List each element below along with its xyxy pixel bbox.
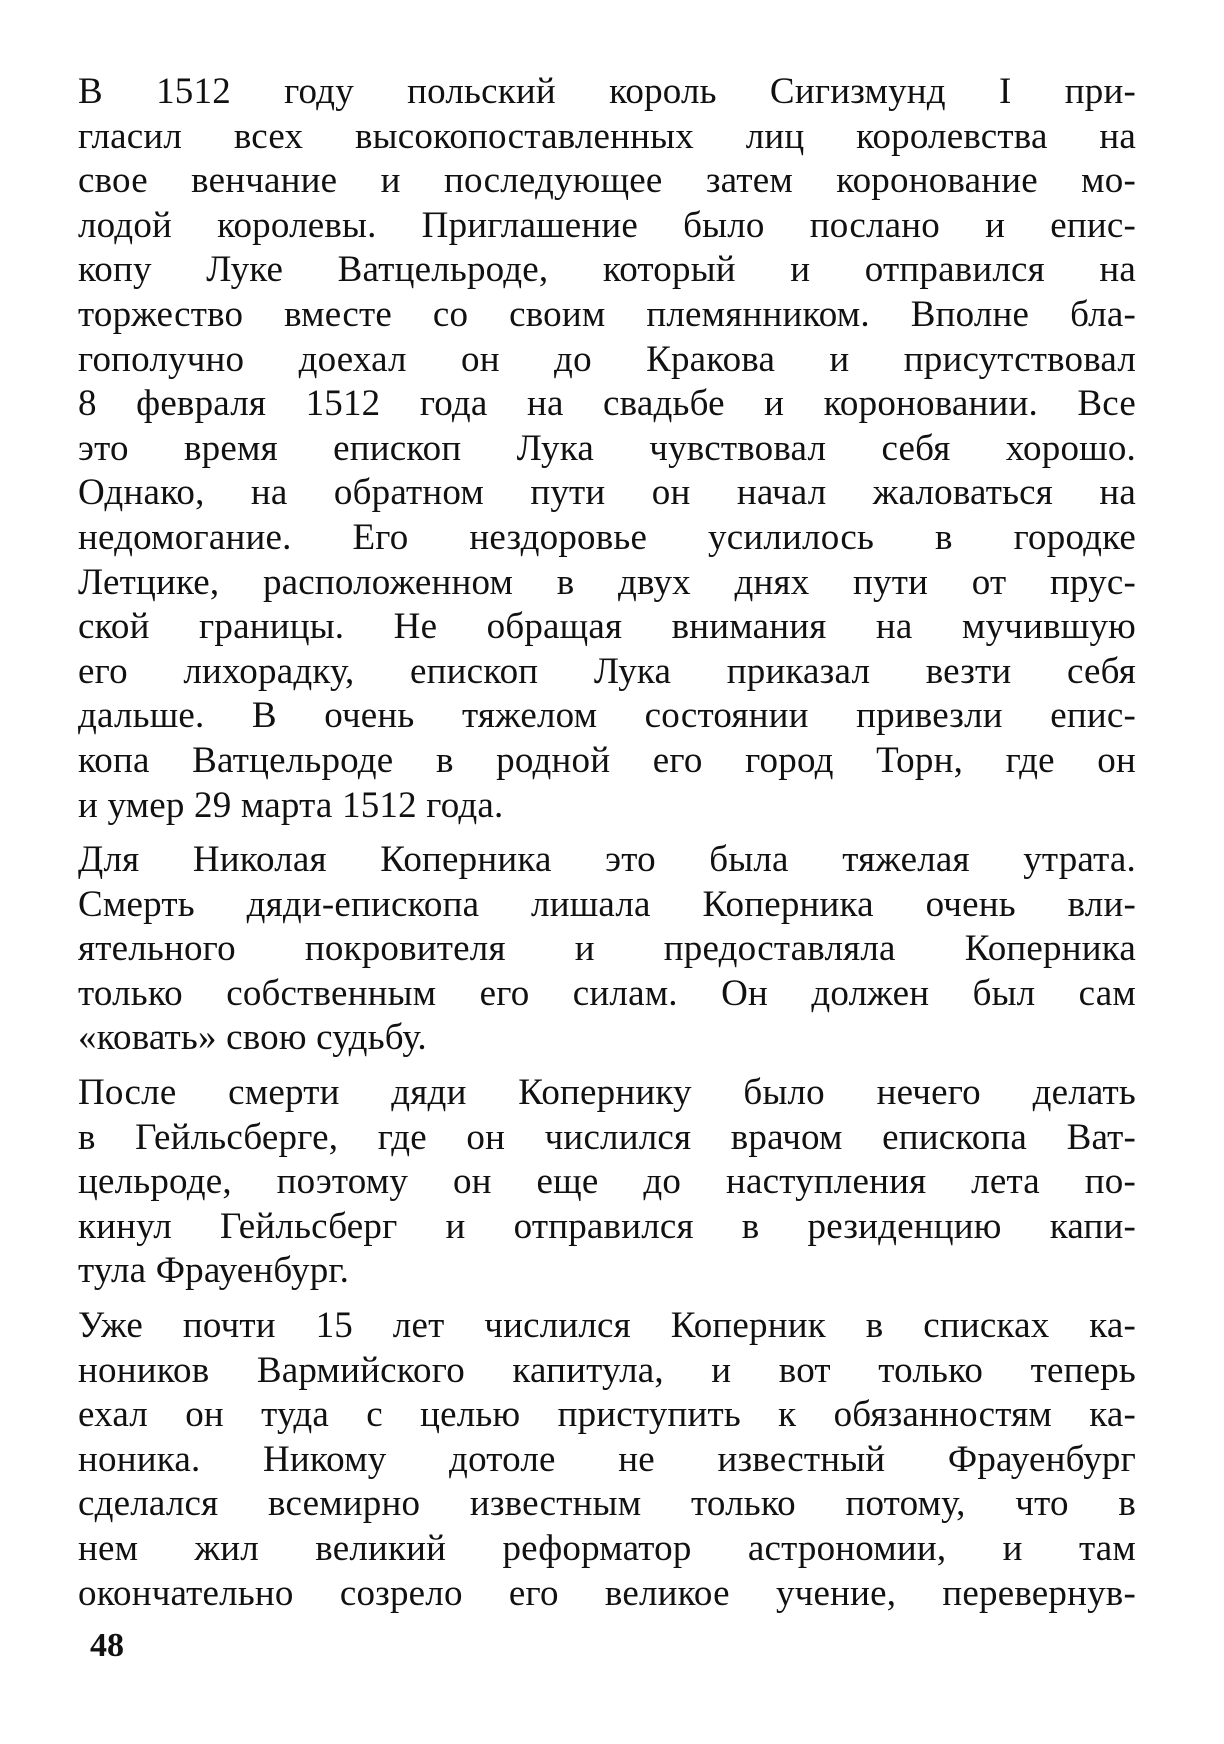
text-line: свое венчание и последующее затем коронование мо-	[78, 160, 1136, 202]
text-line: и умер 29 марта 1512 года.	[78, 784, 504, 826]
paragraph-1	[78, 70, 1136, 828]
text-line: это время епископ Лука чувствовал себя хорошо.	[78, 427, 1136, 469]
text-line: цельроде, поэтому он еще до наступления лета по-	[78, 1161, 1136, 1203]
text-line: Смерть дяди-епископа лишала Коперника очень вли-	[78, 883, 1136, 925]
text-line: нем жил великий реформатор астрономии, и там	[78, 1528, 1136, 1569]
text-line: его лихорадку, епископ Лука приказал везти себя	[78, 650, 1136, 692]
text-line: копа Ватцельроде в родной его город Торн, где он	[78, 739, 1136, 781]
text-line: дальше. В очень тяжелом состоянии привезли епис-	[78, 695, 1136, 737]
text-line: лодой королевы. Приглашение было послано и епис-	[78, 204, 1136, 246]
text-line: После смерти дяди Копернику было нечего делать	[78, 1072, 1136, 1114]
text-line: ноников Вармийского капитула, и вот только теперь	[78, 1349, 1136, 1391]
text-line: только собственным его силам. Он должен был сам	[78, 972, 1136, 1014]
text-line: Летцике, расположенном в двух днях пути от прус-	[78, 561, 1136, 603]
text-line: В 1512 году польский король Сигизмунд I при-	[78, 71, 1136, 112]
text-line: Для Николая Коперника это была тяжелая утрата.	[78, 839, 1136, 881]
paragraph-4	[78, 1304, 1136, 1616]
text-line: недомогание. Его нездоровье усилилось в городке	[78, 516, 1136, 558]
text-line: копу Луке Ватцельроде, который и отправился на	[78, 249, 1136, 291]
text-line: Однако, на обратном пути он начал жаловаться на	[78, 472, 1136, 514]
text-line: окончательно созрело его великое учение, перевернув-	[78, 1572, 1136, 1614]
text-line: 8 февраля 1512 года на свадьбе и короновании. Все	[78, 383, 1136, 425]
paragraph-3	[78, 1071, 1136, 1294]
text-line: сделался всемирно известным только потому, что в	[78, 1483, 1136, 1525]
text-line: гополучно доехал он до Кракова и присутствовал	[78, 338, 1136, 380]
text-line: ятельного покровителя и предоставляла Коперника	[78, 928, 1136, 970]
page-number: 48	[90, 1627, 124, 1664]
text-line: ноника. Никому дотоле не известный Фрауенбург	[78, 1438, 1136, 1480]
text-line: ехал он туда с целью приступить к обязанностям ка-	[78, 1394, 1136, 1436]
text-line: Уже почти 15 лет числился Коперник в списках ка-	[78, 1305, 1136, 1347]
text-line: тула Фрауенбург.	[78, 1250, 350, 1292]
text-line: гласил всех высокопоставленных лиц королевства на	[78, 115, 1136, 157]
text-line: кинул Гейльсберг и отправился в резиденцию капи-	[78, 1205, 1136, 1247]
text-line: ской границы. Не обращая внимания на мучившую	[78, 606, 1136, 648]
text-line: в Гейльсберге, где он числился врачом епископа Ват-	[78, 1116, 1136, 1158]
text-line: «ковать» свою судьбу.	[78, 1017, 427, 1059]
paragraph-2	[78, 838, 1136, 1061]
text-line: торжество вместе со своим племянником. Вполне бла-	[78, 293, 1136, 335]
body-text	[78, 70, 1136, 1626]
